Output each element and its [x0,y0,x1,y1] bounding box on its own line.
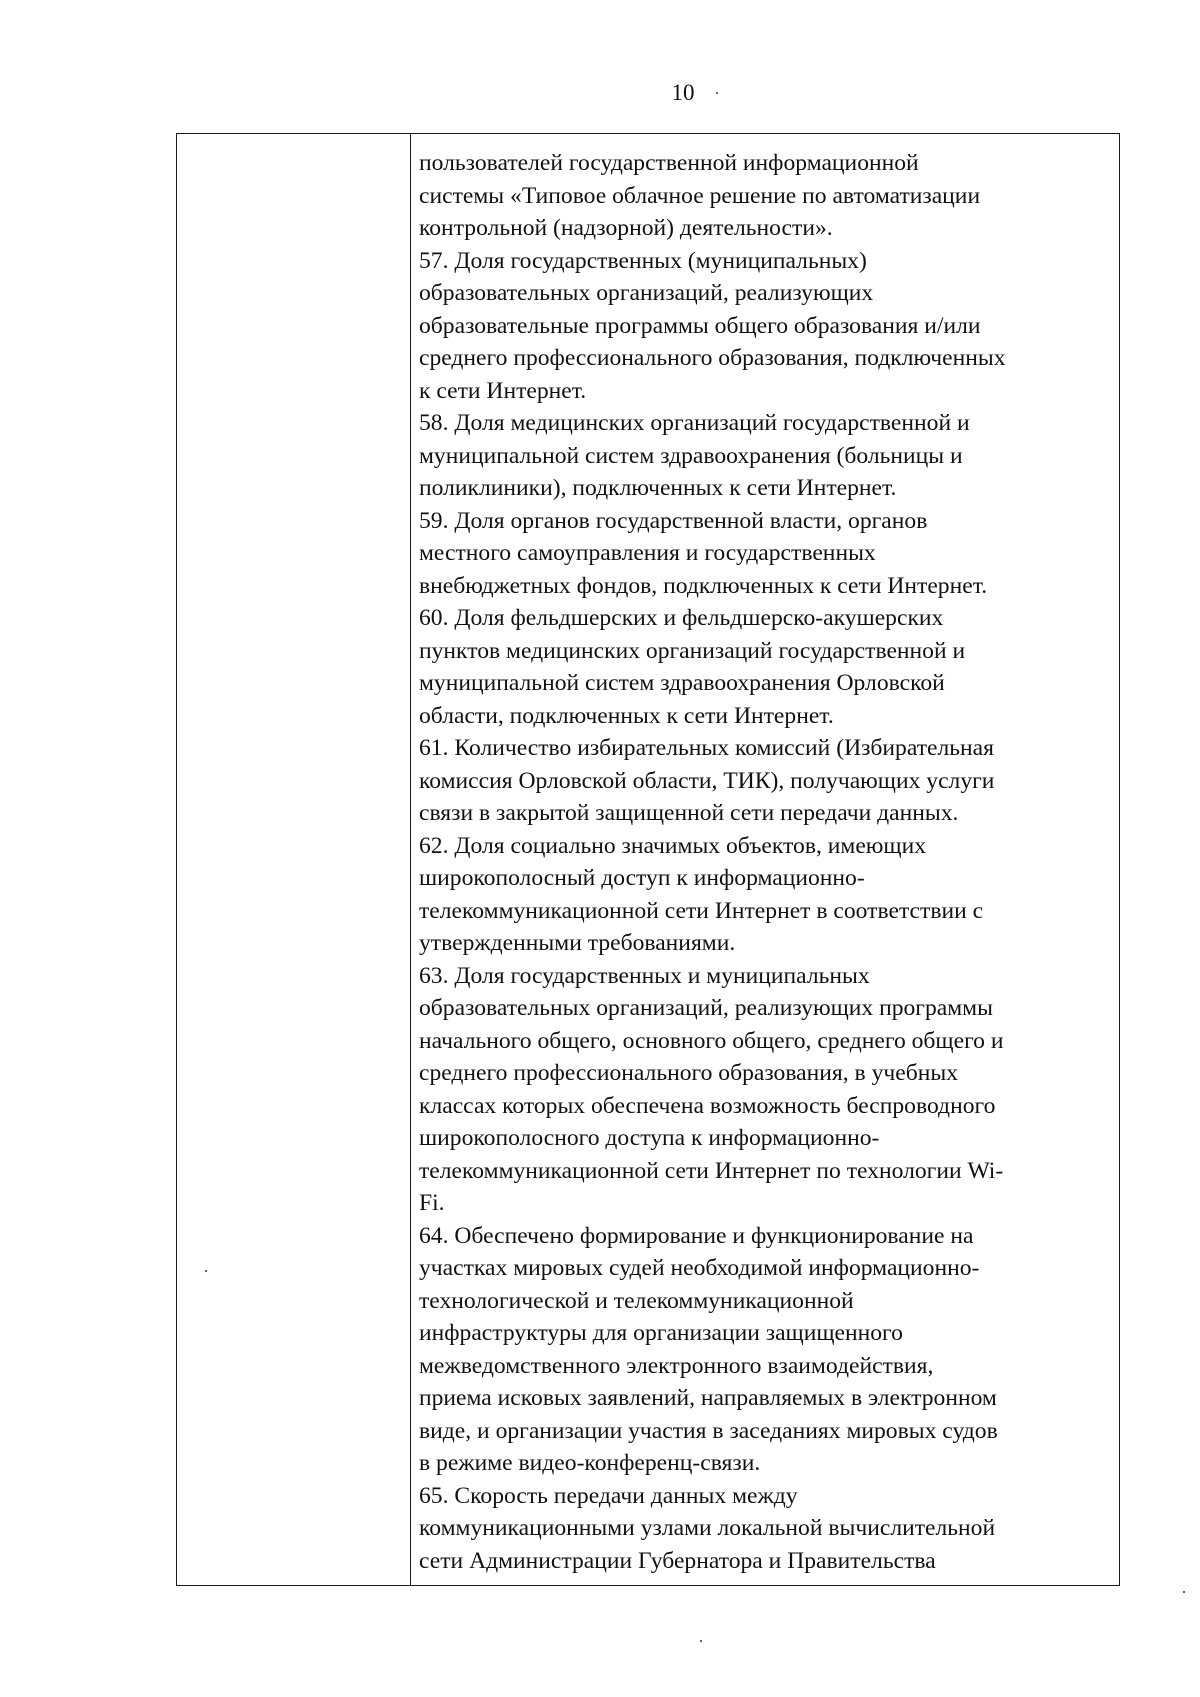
text-line: 57. Доля государственных (муниципальных) [419,247,867,274]
scan-speck [205,1270,207,1272]
text-line: широкополосного доступа к информационно- [419,1125,880,1151]
text-line: образовательные программы общего образования и/или [419,312,981,339]
text-line: 65. Скорость передачи данных между [419,1482,798,1509]
scan-speck [700,1640,702,1642]
text-line: к сети Интернет. [419,377,587,404]
table-left-cell [177,134,410,1585]
text-line: телекоммуникационной сети Интернет в соответствии с [419,897,984,924]
text-line: 59. Доля органов государственной власти, органов [419,507,928,534]
text-line: комиссия Орловской области, ТИК), получающих услуги [419,767,995,794]
text-line: классах которых обеспечена возможность беспроводного [419,1092,996,1119]
text-line: коммуникационными узлами локальной вычислительной [419,1515,996,1541]
text-line: участках мировых судей необходимой информационно- [419,1255,980,1281]
text-line: 60. Доля фельдшерских и фельдшерско-акушерских [419,605,944,631]
scan-speck [716,92,718,94]
text-line: 62. Доля социально значимых объектов, имеющих [419,832,927,859]
text-line: среднего профессионального образования, подключенных [419,345,1006,371]
text-line: виде, и организации участия в заседаниях мировых судов [419,1417,998,1444]
text-line: сети Администрации Губернатора и Правительства [419,1547,936,1574]
text-line: среднего профессионального образования, в учебных [419,1060,959,1086]
text-line: пунктов медицинских организаций государственной и [419,637,966,664]
text-line: межведомственного электронного взаимодействия, [419,1352,934,1379]
text-line: системы «Типовое облачное решение по автоматизации [419,182,981,209]
text-line: образовательных организаций, реализующих программы [419,995,993,1021]
text-line: образовательных организаций, реализующих [419,280,874,306]
text-line: связи в закрытой защищенной сети передачи данных. [419,800,959,826]
text-line: начального общего, основного общего, среднего общего и [419,1027,1004,1054]
text-line: приема исковых заявлений, направляемых в электронном [419,1385,997,1411]
text-line: местного самоуправления и государственных [419,540,876,566]
column-divider [410,134,411,1585]
text-line: утвержденными требованиями. [419,930,736,956]
text-line: внебюджетных фондов, подключенных к сети Интернет. [419,572,988,599]
text-line: муниципальной систем здравоохранения Орловской [419,670,945,696]
text-line: области, подключенных к сети Интернет. [419,702,834,729]
text-line: инфраструктуры для организации защищенного [419,1320,903,1346]
table-right-cell [419,147,1115,1577]
text-line: поликлиники), подключенных к сети Интернет. [419,475,897,501]
text-line: муниципальной систем здравоохранения (больницы и [419,442,963,469]
scan-speck [1183,1591,1185,1593]
text-line: Fi. [419,1190,445,1216]
document-table [176,133,1120,1586]
text-line: 61. Количество избирательных комиссий (Избирательная [419,735,994,761]
text-line: контрольной (надзорной) деятельности». [419,215,833,241]
text-line: 64. Обеспечено формирование и функционирование на [419,1222,974,1249]
text-line: 63. Доля государственных и муниципальных [419,962,870,989]
page-number: 10 [671,80,695,105]
text-line: широкополосный доступ к информационно- [419,865,865,891]
text-line: телекоммуникационной сети Интернет по технологии Wi- [419,1157,1004,1184]
text-line: технологической и телекоммуникационной [419,1287,854,1314]
text-line: в режиме видео-конференц-связи. [419,1450,761,1476]
text-line: пользователей государственной информационной [419,150,919,176]
text-line: 58. Доля медицинских организаций государственной и [419,410,970,436]
